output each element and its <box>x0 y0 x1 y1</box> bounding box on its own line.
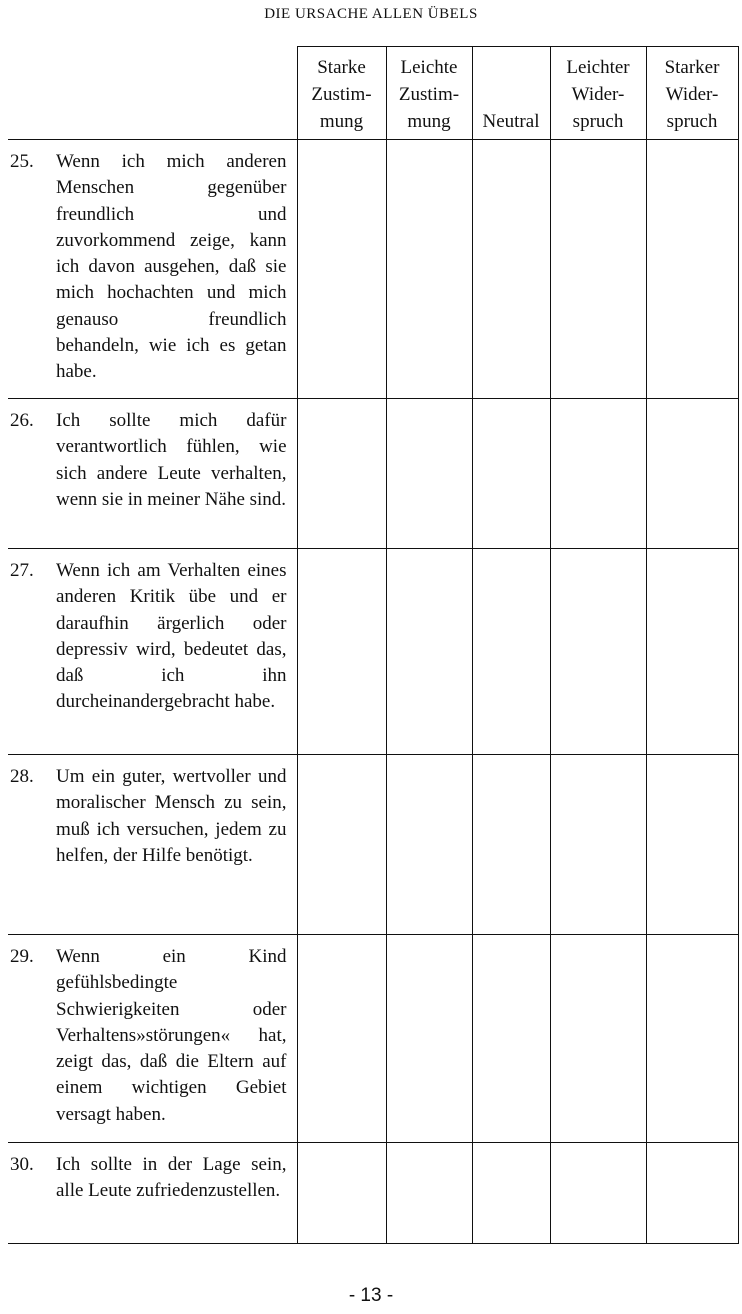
answer-cell-strong-disagree[interactable] <box>646 140 738 399</box>
statement-number: 30. <box>10 1154 34 1175</box>
statement-cell <box>8 1143 297 1244</box>
statement-cell <box>8 935 297 1143</box>
answer-cell-slight-disagree[interactable] <box>550 399 646 549</box>
answer-cell-strong-disagree[interactable] <box>646 935 738 1143</box>
statement-cell <box>8 755 297 935</box>
answer-cell-strong-disagree[interactable] <box>646 755 738 935</box>
answer-cell-strong-disagree[interactable] <box>646 549 738 755</box>
answer-cell-strong-disagree[interactable] <box>646 399 738 549</box>
answer-cell-neutral[interactable] <box>472 549 550 755</box>
column-header-neutral <box>472 47 550 140</box>
statement-row <box>8 935 738 1143</box>
answer-cell-strong-disagree[interactable] <box>646 1143 738 1244</box>
answer-cell-slight-agree[interactable] <box>386 1143 472 1244</box>
answer-cell-neutral[interactable] <box>472 755 550 935</box>
statement-text: Wenn ich am Verhalten eines anderen Kritik übe und er daraufhin ärgerlich oder depressiv wird, bedeutet das, daß ich ihn durcheinandergebracht habe. <box>56 560 287 713</box>
statement-row <box>8 1143 738 1244</box>
answer-cell-strong-agree[interactable] <box>297 140 386 399</box>
statement-row <box>8 140 738 399</box>
answer-cell-slight-disagree[interactable] <box>550 755 646 935</box>
answer-cell-slight-agree[interactable] <box>386 140 472 399</box>
statement-row <box>8 549 738 755</box>
column-header-slight-disagree <box>550 47 646 140</box>
answer-cell-strong-agree[interactable] <box>297 1143 386 1244</box>
statement-text: Um ein guter, wertvoller und moralischer Mensch zu sein, muß ich versuchen, jedem zu helfen, der Hilfe benötigt. <box>56 766 287 866</box>
answer-cell-neutral[interactable] <box>472 399 550 549</box>
statement-number: 27. <box>10 560 34 581</box>
answer-cell-slight-agree[interactable] <box>386 935 472 1143</box>
statement-number: 26. <box>10 410 34 431</box>
answer-cell-slight-agree[interactable] <box>386 549 472 755</box>
answer-cell-slight-agree[interactable] <box>386 755 472 935</box>
answer-cell-slight-disagree[interactable] <box>550 1143 646 1244</box>
statement-number: 28. <box>10 766 34 787</box>
column-header-label: Starke Zustim- mung <box>311 57 372 132</box>
answer-cell-slight-disagree[interactable] <box>550 140 646 399</box>
statement-row <box>8 399 738 549</box>
column-header-slight-agree <box>386 47 472 140</box>
statement-column-header <box>8 47 297 140</box>
answer-cell-strong-agree[interactable] <box>297 399 386 549</box>
column-header-label: Starker Wider- spruch <box>664 57 720 132</box>
answer-cell-strong-agree[interactable] <box>297 755 386 935</box>
column-header-label: Leichte Zustim- mung <box>398 57 460 132</box>
column-header-strong-agree <box>297 47 386 140</box>
page-number: - 13 - <box>348 1285 394 1306</box>
answer-cell-neutral[interactable] <box>472 1143 550 1244</box>
survey-table <box>8 46 739 1244</box>
answer-cell-neutral[interactable] <box>472 140 550 399</box>
statement-cell <box>8 399 297 549</box>
answer-cell-strong-agree[interactable] <box>297 549 386 755</box>
statement-text: Ich sollte mich dafür verantwortlich fühlen, wie sich andere Leute verhalten, wenn sie in meiner Nähe sind. <box>56 410 287 510</box>
statement-cell <box>8 549 297 755</box>
answer-cell-slight-disagree[interactable] <box>550 935 646 1143</box>
statement-text: Wenn ich mich anderen Menschen gegenüber freundlich und zuvorkommend zeige, kann ich davon ausgehen, daß sie mich hochachten und mich genauso freundlich behandeln, wie ich es getan habe. <box>56 151 287 383</box>
statement-row <box>8 755 738 935</box>
answer-cell-strong-agree[interactable] <box>297 935 386 1143</box>
header-row <box>8 47 738 140</box>
column-header-label: Neutral <box>482 111 540 132</box>
statement-cell <box>8 140 297 399</box>
column-header-label: Leichter Wider- spruch <box>566 57 630 132</box>
answer-cell-neutral[interactable] <box>472 935 550 1143</box>
statement-number: 29. <box>10 946 34 967</box>
statement-text: Ich sollte in der Lage sein, alle Leute zufriedenzustellen. <box>56 1154 287 1202</box>
running-head: DIE URSACHE ALLEN ÜBELS <box>264 6 478 22</box>
answer-cell-slight-agree[interactable] <box>386 399 472 549</box>
statement-text: Wenn ein Kind gefühlsbedingte Schwierigkeiten oder Verhaltens»störungen« hat, zeigt das, daß die Eltern auf einem wichtigen Gebiet versagt haben. <box>56 946 287 1125</box>
column-header-strong-disagree <box>646 47 738 140</box>
statement-number: 25. <box>10 151 34 172</box>
answer-cell-slight-disagree[interactable] <box>550 549 646 755</box>
